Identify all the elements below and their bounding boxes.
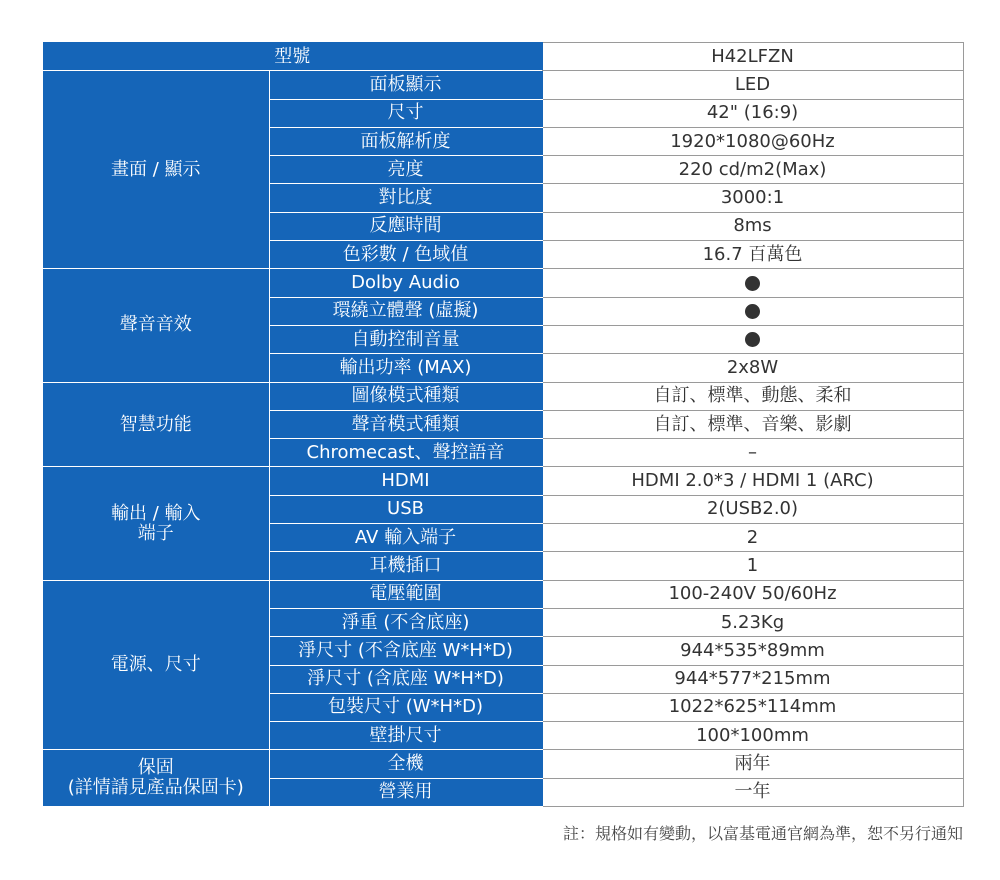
spec-item: 淨尺寸 (不含底座 W*H*D) bbox=[269, 637, 542, 665]
spec-value bbox=[542, 269, 963, 297]
spec-value: 1 bbox=[542, 552, 963, 580]
spec-item: 面板解析度 bbox=[269, 127, 542, 155]
spec-value: 2 bbox=[542, 524, 963, 552]
table-row bbox=[43, 382, 963, 410]
spec-item: 自動控制音量 bbox=[269, 325, 542, 353]
spec-value bbox=[542, 325, 963, 353]
category-io-line2: 端子 bbox=[137, 522, 174, 544]
spec-item: 淨尺寸 (含底座 W*H*D) bbox=[269, 665, 542, 693]
spec-value: 自訂、標準、音樂、影劇 bbox=[542, 410, 963, 438]
category-io bbox=[43, 467, 269, 580]
supported-dot-icon bbox=[745, 304, 760, 319]
spec-item: 色彩數 / 色域值 bbox=[269, 241, 542, 269]
spec-value bbox=[542, 297, 963, 325]
table-row bbox=[43, 71, 963, 99]
table-row bbox=[43, 467, 963, 495]
spec-item: AV 輸入端子 bbox=[269, 524, 542, 552]
spec-item: 營業用 bbox=[269, 778, 542, 806]
spec-item: 亮度 bbox=[269, 156, 542, 184]
category-warranty-line1: 保固 bbox=[137, 757, 174, 779]
spec-item: USB bbox=[269, 495, 542, 523]
spec-value: 16.7 百萬色 bbox=[542, 241, 963, 269]
model-value: H42LFZN bbox=[542, 43, 963, 71]
category-display: 畫面 / 顯示 bbox=[43, 71, 269, 269]
spec-value: 1022*625*114mm bbox=[542, 693, 963, 721]
spec-value: 自訂、標準、動態、柔和 bbox=[542, 382, 963, 410]
table-row bbox=[43, 269, 963, 297]
spec-value: 944*535*89mm bbox=[542, 637, 963, 665]
spec-item: 聲音模式種類 bbox=[269, 410, 542, 438]
supported-dot-icon bbox=[745, 332, 760, 347]
spec-value: 一年 bbox=[542, 778, 963, 806]
spec-item: 圖像模式種類 bbox=[269, 382, 542, 410]
spec-item: 壁掛尺寸 bbox=[269, 722, 542, 750]
category-warranty bbox=[43, 750, 269, 807]
spec-value: 1920*1080@60Hz bbox=[542, 127, 963, 155]
disclaimer-note: 註：規格如有變動，以富基電通官網為準，恕不另行通知 bbox=[562, 824, 963, 843]
spec-value: 2(USB2.0) bbox=[542, 495, 963, 523]
table-row bbox=[43, 580, 963, 608]
spec-item: 尺寸 bbox=[269, 99, 542, 127]
spec-value: 944*577*215mm bbox=[542, 665, 963, 693]
spec-item: 電壓範圍 bbox=[269, 580, 542, 608]
spec-value: 100-240V 50/60Hz bbox=[542, 580, 963, 608]
supported-dot-icon bbox=[745, 276, 760, 291]
spec-item: Chromecast、聲控語音 bbox=[269, 439, 542, 467]
spec-value: 100*100mm bbox=[542, 722, 963, 750]
category-audio: 聲音音效 bbox=[43, 269, 269, 382]
model-label: 型號 bbox=[43, 43, 542, 71]
category-smart: 智慧功能 bbox=[43, 382, 269, 467]
spec-item: 全機 bbox=[269, 750, 542, 778]
spec-item: 對比度 bbox=[269, 184, 542, 212]
spec-value: 8ms bbox=[542, 212, 963, 240]
spec-value: HDMI 2.0*3 / HDMI 1 (ARC) bbox=[542, 467, 963, 495]
spec-item: 面板顯示 bbox=[269, 71, 542, 99]
spec-item: 輸出功率 (MAX) bbox=[269, 354, 542, 382]
spec-value: 兩年 bbox=[542, 750, 963, 778]
spec-value: 220 cd/m2(Max) bbox=[542, 156, 963, 184]
spec-value: 3000:1 bbox=[542, 184, 963, 212]
spec-item: Dolby Audio bbox=[269, 269, 542, 297]
table-row-model bbox=[43, 43, 963, 71]
table-row bbox=[43, 750, 963, 778]
spec-item: 環繞立體聲 (虛擬) bbox=[269, 297, 542, 325]
spec-value: 2x8W bbox=[542, 354, 963, 382]
spec-item: 耳機插口 bbox=[269, 552, 542, 580]
spec-value: 5.23Kg bbox=[542, 608, 963, 636]
spec-item: HDMI bbox=[269, 467, 542, 495]
spec-item: 包裝尺寸 (W*H*D) bbox=[269, 693, 542, 721]
category-io-line1: 輸出 / 輸入 bbox=[110, 502, 201, 524]
spec-value: – bbox=[542, 439, 963, 467]
category-power: 電源、尺寸 bbox=[43, 580, 269, 750]
spec-value: 42" (16:9) bbox=[542, 99, 963, 127]
spec-value: LED bbox=[542, 71, 963, 99]
spec-item: 淨重 (不含底座) bbox=[269, 608, 542, 636]
spec-item: 反應時間 bbox=[269, 212, 542, 240]
category-warranty-line2: (詳情請見產品保固卡) bbox=[67, 777, 244, 799]
spec-table bbox=[43, 42, 964, 807]
